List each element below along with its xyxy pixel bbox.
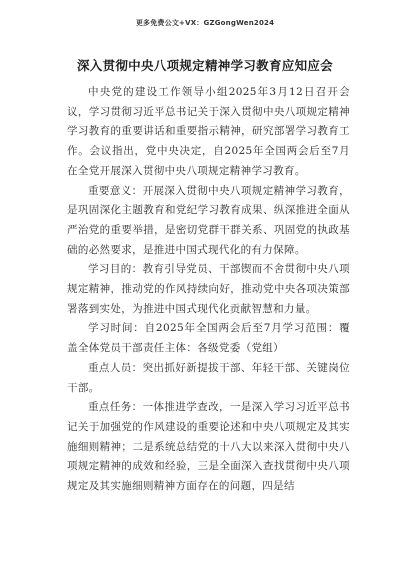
header-watermark: 更多免费公文+VX：GZGongWen2024 xyxy=(135,19,275,27)
paragraph-significance: 重要意义：开展深入贯彻中央八项规定精神学习教育，是巩固深化主题教育和党纪学习教育成果、纵深推进全面从严治党的重要举措，是密切党群干群关系、巩固党的执政基础的必然要求，是推进中国式现代化的有力保障。 xyxy=(67,184,350,256)
paragraph-purpose: 学习目的：教育引导党员、干部锲而不舍贯彻中央八项规定精神，推动党的作风持续向好，推动党中央各项决策部署落到实处，为推进中国式现代化贡献智慧和力量。 xyxy=(67,263,350,315)
paragraph-key-tasks: 重点任务：一体推进学查改，一是深入学习习近平总书记关于加强党的作风建设的重要论述和中央八项规定及其实施细则精神；二是系统总结党的十八大以来深入贯彻中央八项规定精神的成效和经验，三是全面深入查找贯彻中央八项规定及其实施细则精神方面存在的问题，四是结 xyxy=(67,401,350,493)
paragraph-meeting-summary: 中央党的建设工作领导小组2025年3月12日召开会议，学习贯彻习近平总书记关于深入贯彻中央八项规定精神学习教育的重要讲话和重要指示精神，研究部署学习教育工作。会议指出，党中央决定，自2025年全国两会后至7月在全党开展深入贯彻中央八项规定精神学习教育。 xyxy=(67,86,350,177)
document-title: 深入贯彻中央八项规定精神学习教育应知应会 xyxy=(76,58,333,73)
paragraph-key-personnel: 重点人员：突出抓好新提拔干部、年轻干部、关键岗位干部。 xyxy=(67,361,350,394)
paragraph-time-scope: 学习时间：自2025年全国两会后至7月学习范围：覆盖全体党员干部责任主体：各级党委（党组） xyxy=(67,322,350,355)
document-body xyxy=(67,83,350,497)
